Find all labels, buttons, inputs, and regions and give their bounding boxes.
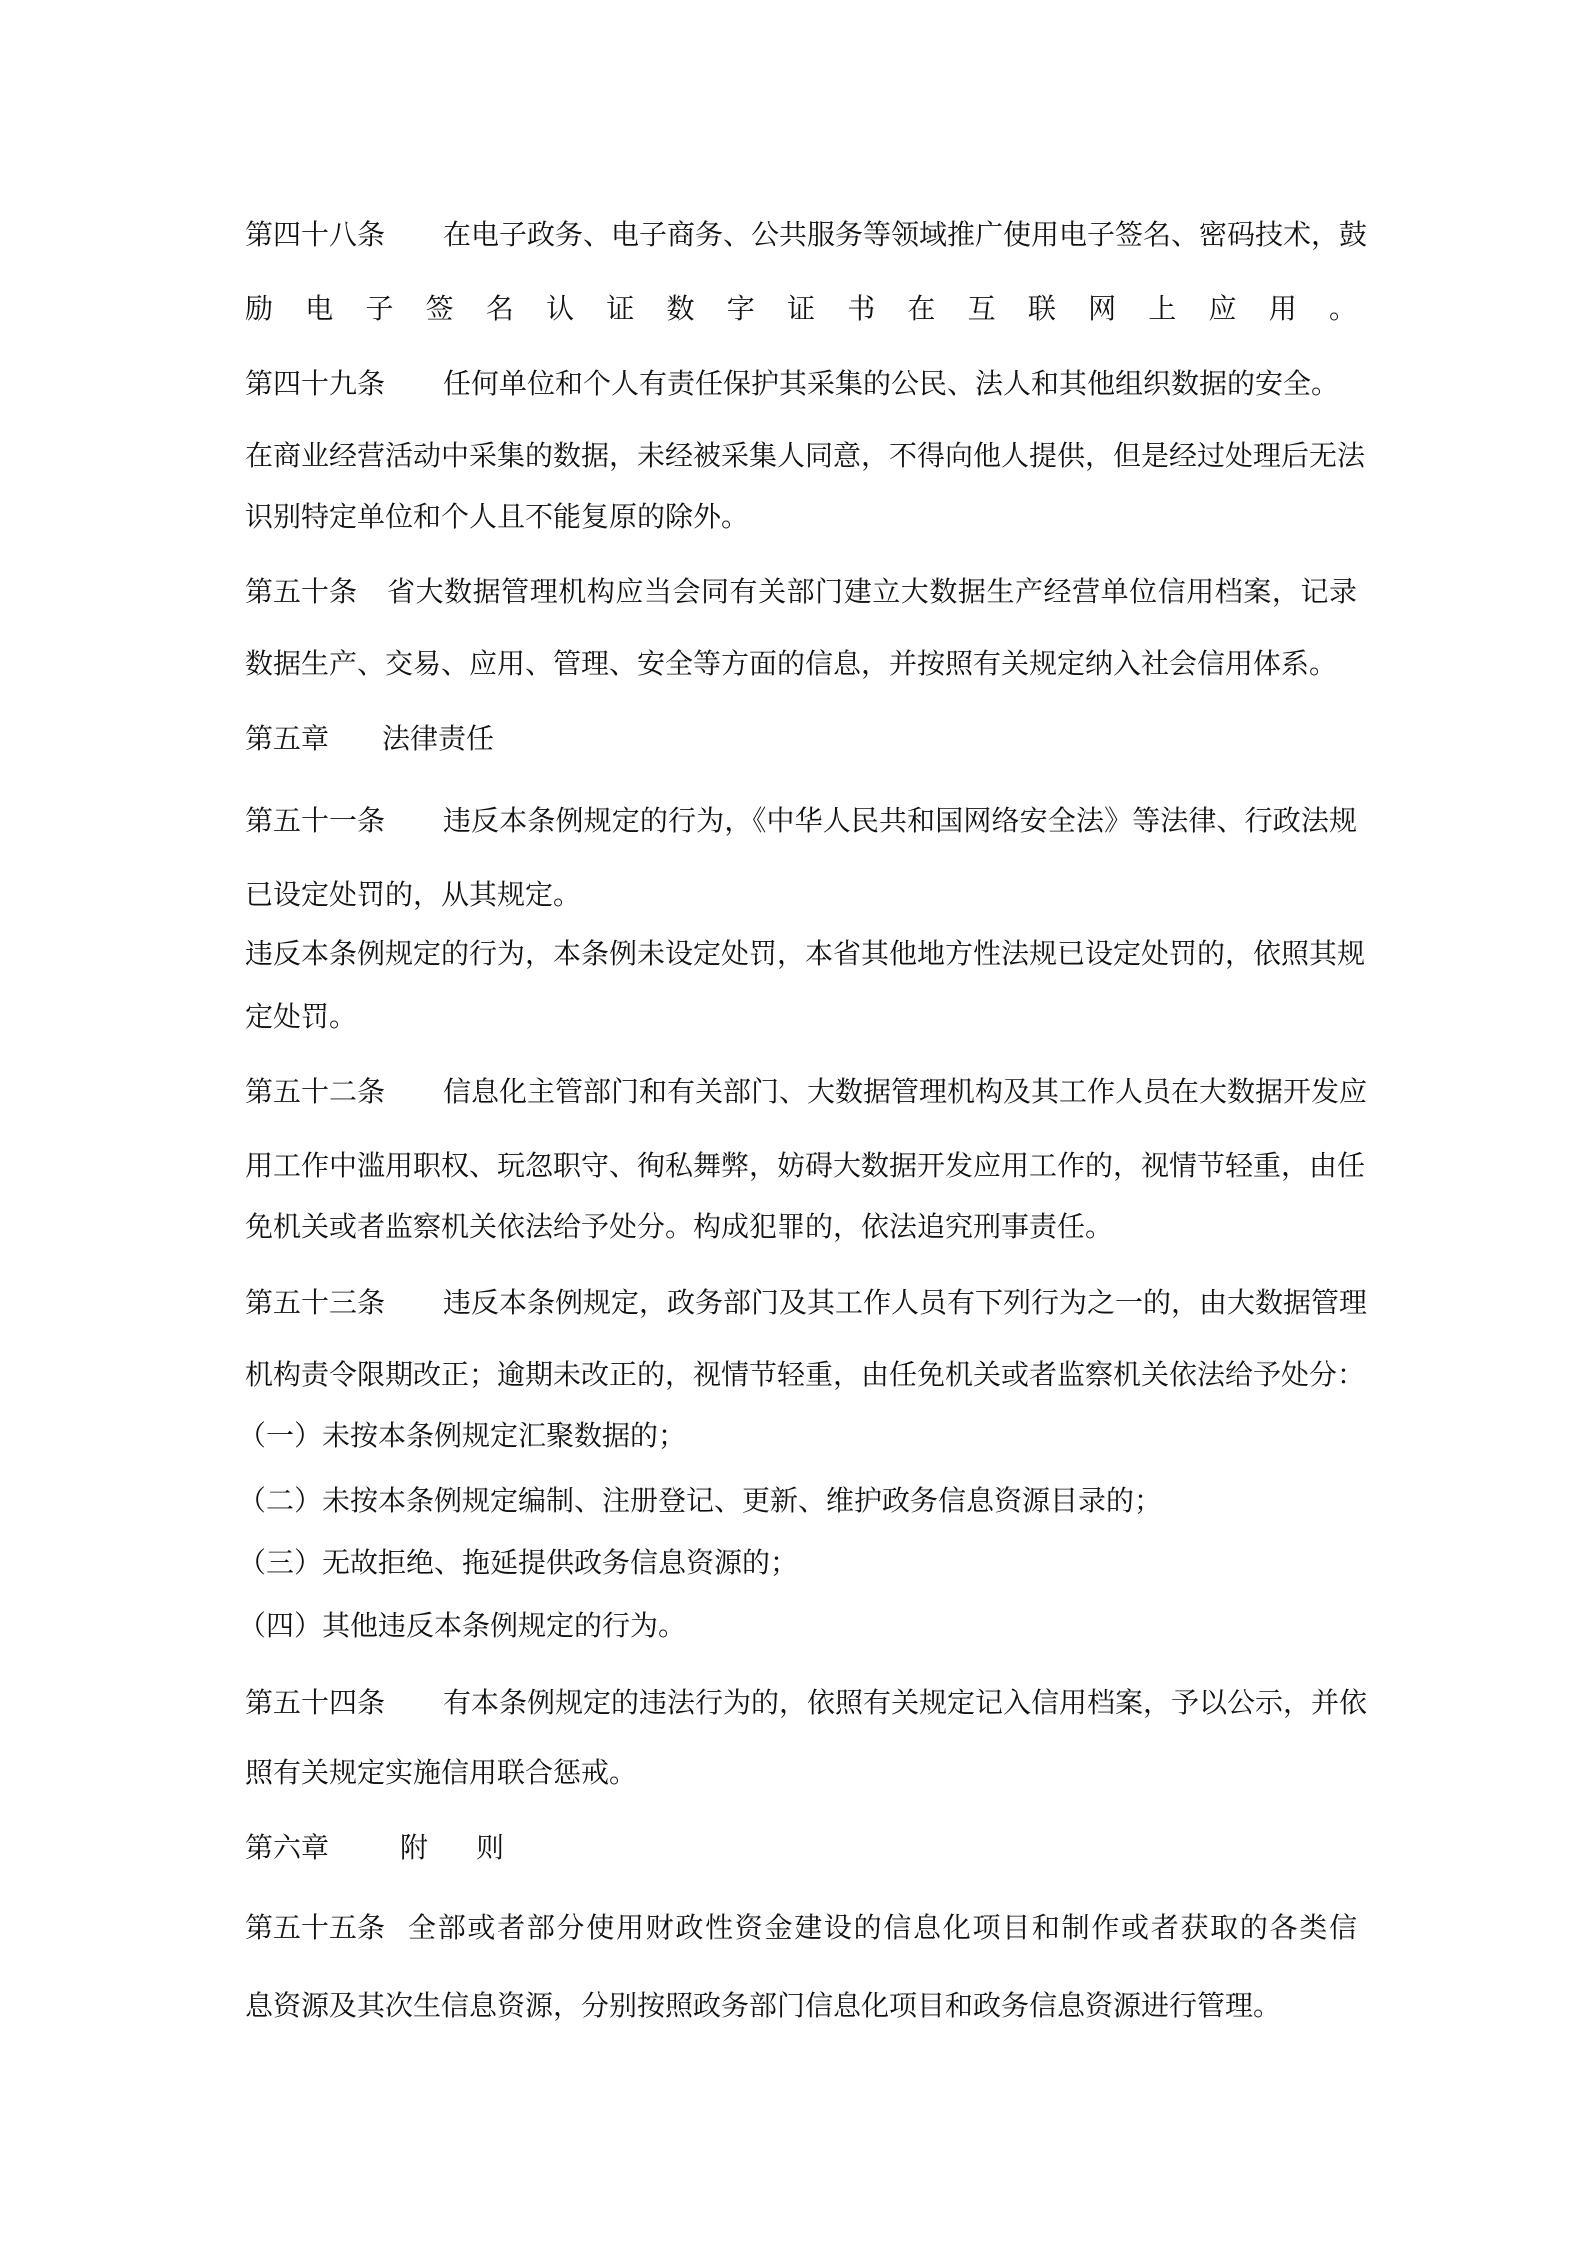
article-text: 免机关或者监察机关依法给予处分。构成犯罪的，依法追究刑事责任。 xyxy=(245,1210,1114,1243)
chapter-title-part: 则 xyxy=(476,1831,505,1864)
chapter-title: 法律责任 xyxy=(382,722,495,755)
list-item: （三）无故拒绝、拖延提供政务信息资源的； xyxy=(238,1546,799,1579)
article-text: 励电子签名认证数字证书在互联网上应用。 xyxy=(245,292,1357,325)
article-text: 信息化主管部门和有关部门、大数据管理机构及其工作人员在大数据开发应 xyxy=(443,1075,1368,1108)
article-text: 用工作中滥用职权、玩忽职守、徇私舞弊，妨碍大数据开发应用工作的，视情节轻重，由任 xyxy=(245,1149,1366,1182)
article-label: 第五十四条 xyxy=(245,1686,386,1719)
article-text: 在电子政务、电子商务、公共服务等领域推广使用电子签名、密码技术，鼓 xyxy=(443,218,1368,251)
article-text: 任何单位和个人有责任保护其采集的公民、法人和其他组织数据的安全。 xyxy=(443,367,1340,400)
article-text: 照有关规定实施信用联合惩戒。 xyxy=(245,1756,638,1789)
article-text: 息资源及其次生信息资源，分别按照政务部门信息化项目和政务信息资源进行管理。 xyxy=(245,1989,1282,2022)
article-text: 机构责令限期改正；逾期未改正的，视情节轻重，由任免机关或者监察机关依法给予处分： xyxy=(245,1358,1366,1391)
article-label: 第四十九条 xyxy=(245,367,386,400)
article-text: 在商业经营活动中采集的数据，未经被采集人同意，不得向他人提供，但是经过处理后无法 xyxy=(245,439,1366,472)
article-text: 省大数据管理机构应当会同有关部门建立大数据生产经营单位信用档案，记录 xyxy=(387,575,1357,608)
list-item: （一）未按本条例规定汇聚数据的； xyxy=(238,1419,687,1452)
article-text: 违反本条例规定的行为，《中华人民共和国网络安全法》等法律、行政法规 xyxy=(443,804,1357,837)
article-label: 第五十一条 xyxy=(245,804,386,837)
article-text: 违反本条例规定的行为，本条例未设定处罚，本省其他地方性法规已设定处罚的，依照其规 xyxy=(245,937,1366,970)
article-label: 第五十五条 xyxy=(245,1911,386,1944)
chapter-label: 第六章 xyxy=(245,1831,330,1864)
article-label: 第五十二条 xyxy=(245,1075,386,1108)
chapter-label: 第五章 xyxy=(245,722,330,755)
article-text: 已设定处罚的，从其规定。 xyxy=(245,878,582,911)
article-text: 识别特定单位和个人且不能复原的除外。 xyxy=(245,500,750,533)
article-label: 第四十八条 xyxy=(245,218,386,251)
list-item: （四）其他违反本条例规定的行为。 xyxy=(238,1609,687,1642)
list-item: （二）未按本条例规定编制、注册登记、更新、维护政务信息资源目录的； xyxy=(238,1484,1163,1517)
article-text: 全部或者部分使用财政性资金建设的信息化项目和制作或者获取的各类信 xyxy=(408,1911,1357,1944)
chapter-title-part: 附 xyxy=(400,1831,429,1864)
article-text: 定处罚。 xyxy=(245,1000,358,1033)
article-text: 数据生产、交易、应用、管理、安全等方面的信息，并按照有关规定纳入社会信用体系。 xyxy=(245,647,1338,680)
article-text: 违反本条例规定，政务部门及其工作人员有下列行为之一的，由大数据管理 xyxy=(443,1286,1368,1319)
article-label: 第五十三条 xyxy=(245,1286,386,1319)
article-label: 第五十条 xyxy=(245,575,358,608)
article-text: 有本条例规定的违法行为的，依照有关规定记入信用档案，予以公示，并依 xyxy=(443,1686,1368,1719)
